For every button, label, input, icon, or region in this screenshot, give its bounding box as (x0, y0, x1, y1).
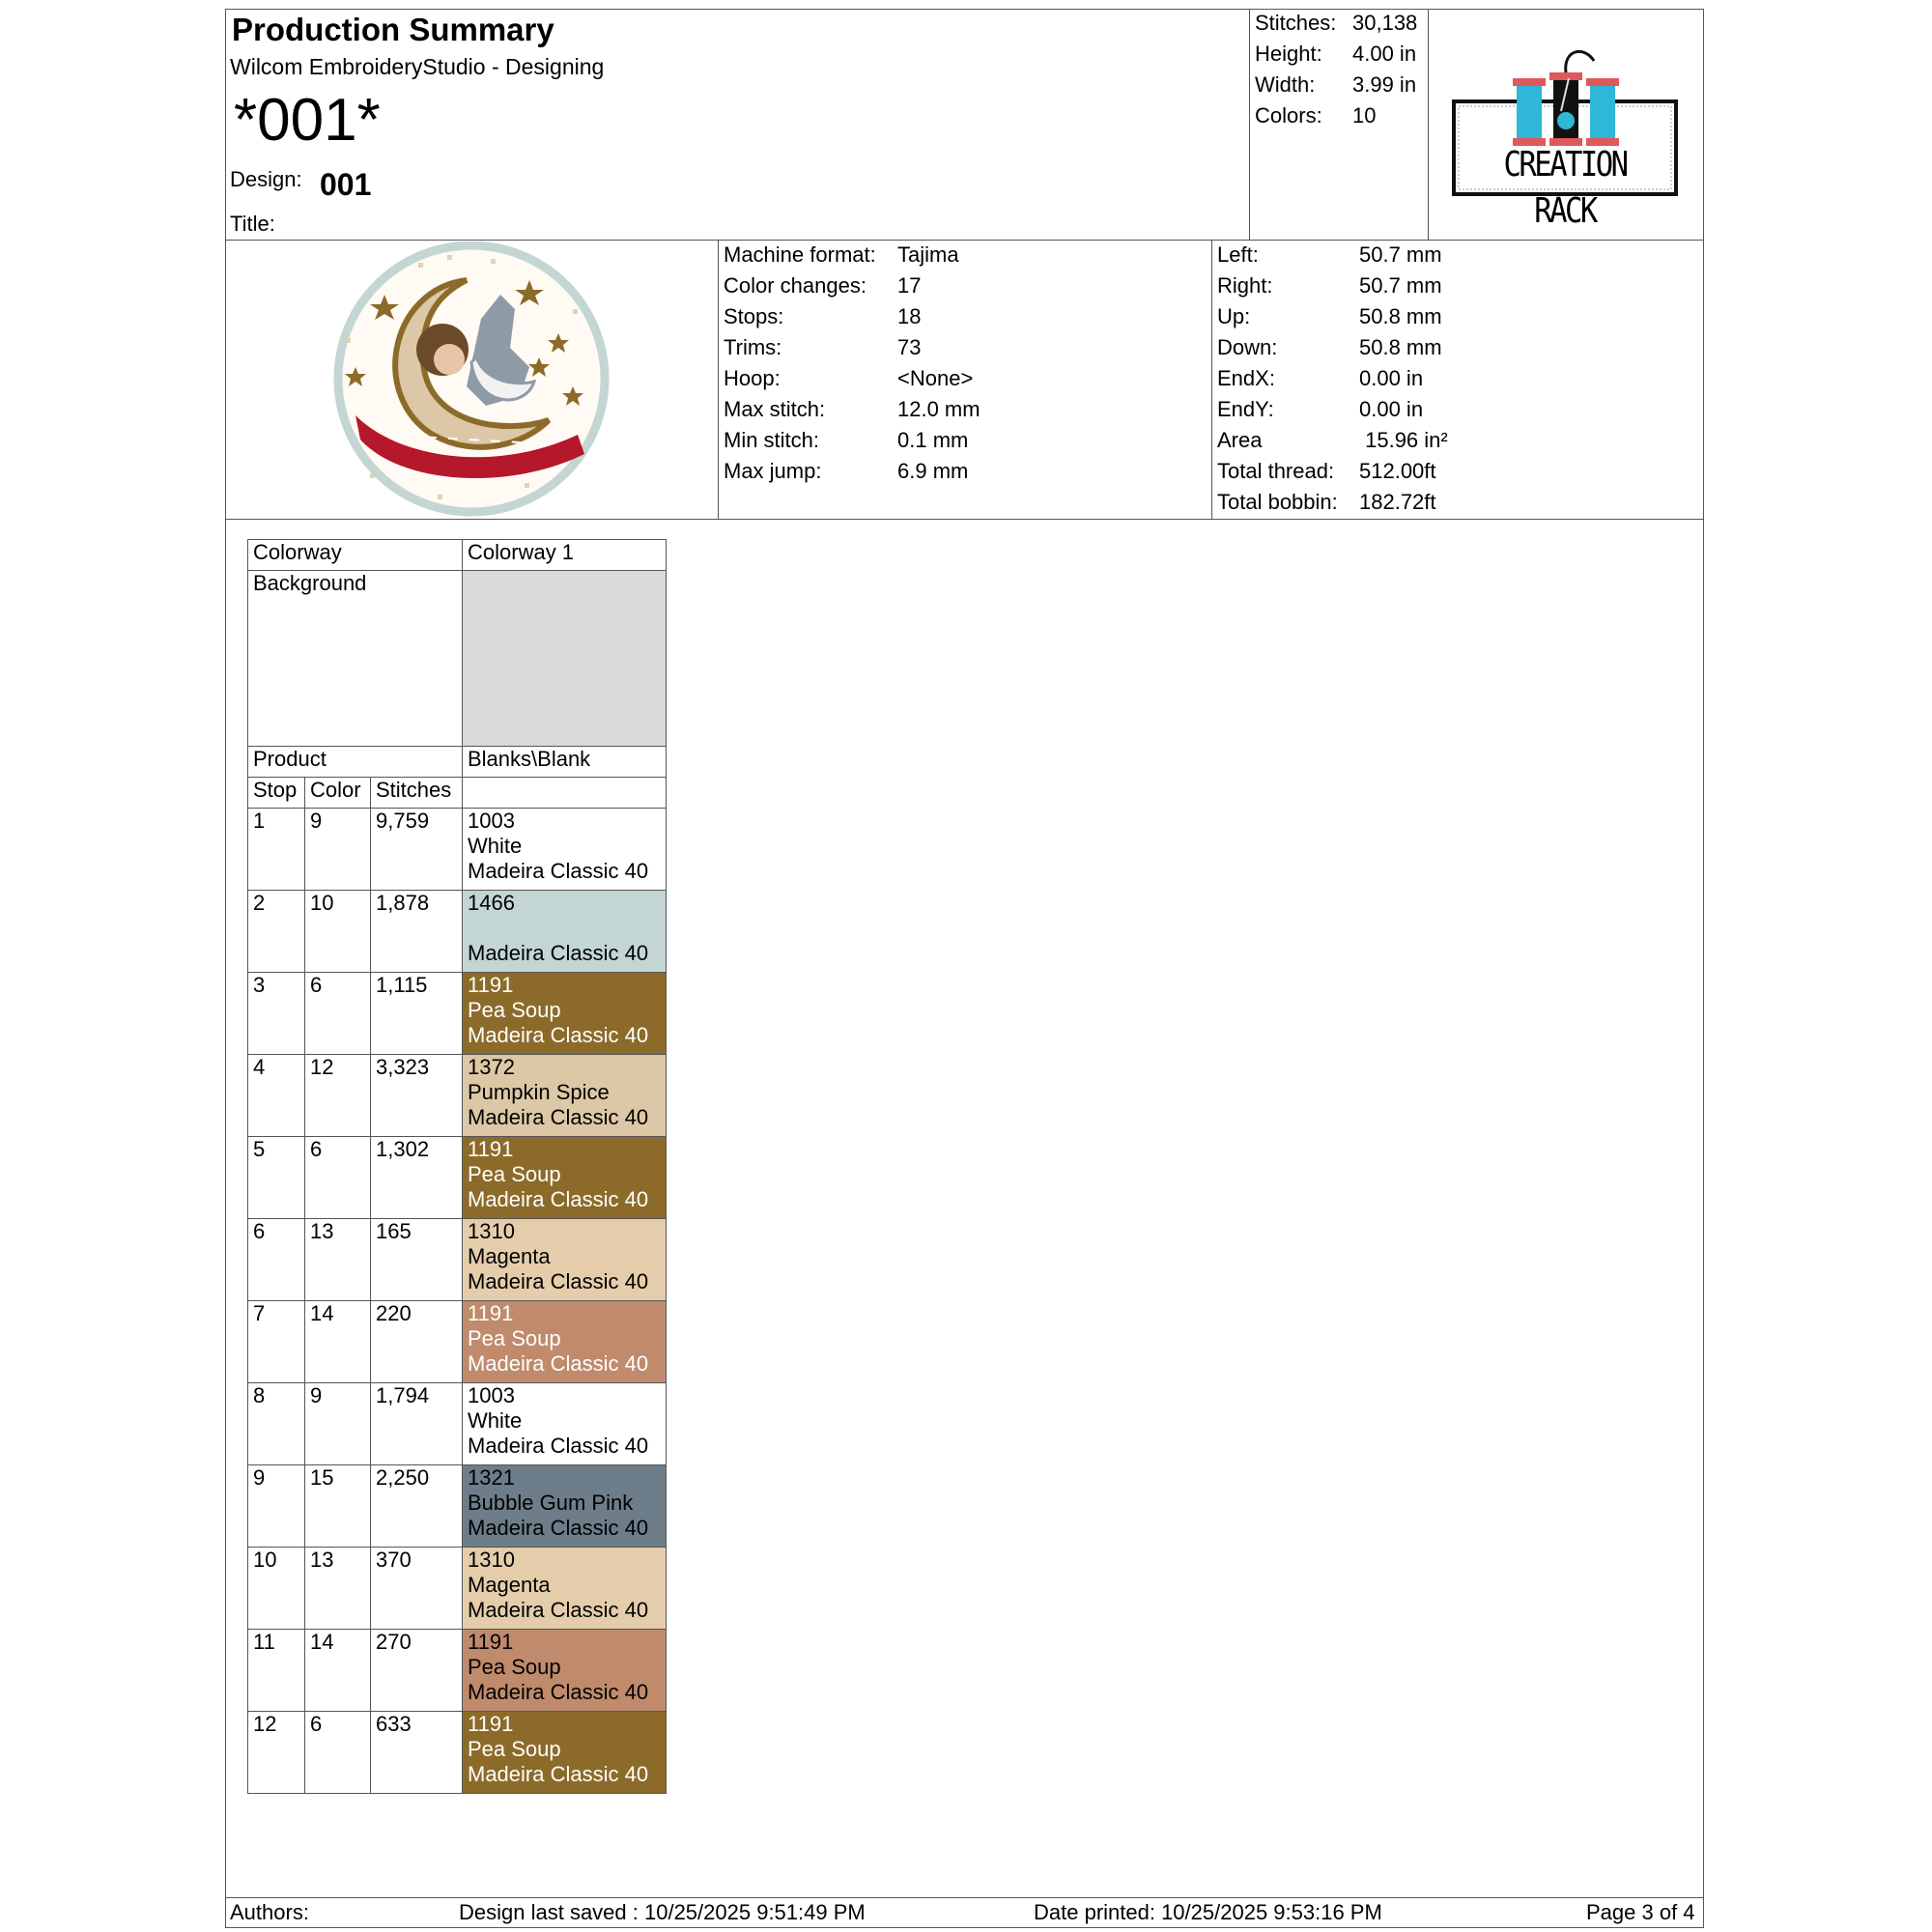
dimension-label: EndY: (1217, 397, 1274, 421)
dimension-value: 15.96 in² (1359, 428, 1448, 452)
dimension-label: Right: (1217, 273, 1273, 298)
stop-number: 6 (248, 1219, 305, 1301)
thread-code: 1466 (468, 891, 515, 915)
dimension-value: 50.7 mm (1359, 273, 1442, 298)
thread-brand: Madeira Classic 40 (468, 859, 649, 883)
machine-label: Max stitch: (724, 397, 826, 421)
stop-number: 5 (248, 1137, 305, 1219)
stop-row (248, 1630, 667, 1712)
title-label: Title: (230, 212, 275, 236)
info-divider (225, 519, 1704, 520)
summary-value: 3.99 in (1352, 72, 1417, 97)
machine-label: Hoop: (724, 366, 781, 390)
footer-authors: Authors: (230, 1900, 309, 1924)
colorway-table (247, 539, 667, 1794)
thread-brand: Madeira Classic 40 (468, 1680, 649, 1704)
thread-code: 1003 (468, 1383, 515, 1407)
dimension-label: Total bobbin: (1217, 490, 1338, 514)
thread-brand: Madeira Classic 40 (468, 1598, 649, 1622)
machine-value: 12.0 mm (897, 397, 980, 421)
software-name: Wilcom EmbroideryStudio - Designing (230, 54, 605, 79)
thread-swatch (463, 1137, 667, 1219)
stitch-count: 220 (371, 1301, 463, 1383)
stop-row (248, 891, 667, 973)
thread-brand: Madeira Classic 40 (468, 1269, 649, 1293)
color-number: 6 (305, 1712, 371, 1794)
summary-label: Stitches: (1255, 11, 1337, 35)
machine-divider (1211, 240, 1212, 519)
thread-swatch (463, 809, 667, 891)
thread-brand: Madeira Classic 40 (468, 1762, 649, 1786)
thread-code: 1321 (468, 1465, 515, 1490)
thread-name: Pumpkin Spice (468, 1080, 610, 1104)
thread-swatch (463, 1630, 667, 1712)
dimension-value: 0.00 in (1359, 366, 1424, 390)
dimension-label: Left: (1217, 242, 1259, 267)
thread-swatch (463, 973, 667, 1055)
machine-label: Machine format: (724, 242, 876, 267)
summary-value: 10 (1352, 103, 1377, 128)
page-title: Production Summary (232, 12, 554, 47)
design-preview (331, 242, 611, 517)
thread-swatch (463, 1301, 667, 1383)
dimension-value: 50.7 mm (1359, 242, 1442, 267)
stop-row (248, 1301, 667, 1383)
summary-value: 30,138 (1352, 11, 1418, 35)
stop-number: 11 (248, 1630, 305, 1712)
thread-name: White (468, 1408, 523, 1433)
design-value: 001 (320, 167, 372, 202)
stitch-count: 633 (371, 1712, 463, 1794)
embroidery-preview-image (331, 242, 611, 517)
dimension-value: 50.8 mm (1359, 335, 1442, 359)
stitch-count: 165 (371, 1219, 463, 1301)
stitch-count: 3,323 (371, 1055, 463, 1137)
summary-label: Height: (1255, 42, 1322, 66)
footer-divider (225, 1897, 1704, 1898)
dimension-label: Total thread: (1217, 459, 1335, 483)
thread-name: Magenta (468, 1244, 551, 1268)
thread-swatch (463, 891, 667, 973)
column-header-stop: Stop (248, 778, 305, 809)
thread-code: 1191 (468, 1712, 514, 1736)
stop-number: 12 (248, 1712, 305, 1794)
thread-name: Bubble Gum Pink (468, 1491, 634, 1515)
thread-brand: Madeira Classic 40 (468, 941, 649, 965)
color-number: 14 (305, 1301, 371, 1383)
product-value: Blanks\Blank (463, 747, 667, 778)
color-number: 6 (305, 973, 371, 1055)
stop-number: 10 (248, 1548, 305, 1630)
thread-name: Pea Soup (468, 1162, 561, 1186)
stop-row (248, 1548, 667, 1630)
thread-name: Pea Soup (468, 1737, 561, 1761)
stop-row (248, 809, 667, 891)
logo-text: CREATION RACK (1503, 145, 1627, 231)
thread-code: 1191 (468, 973, 514, 997)
color-number: 6 (305, 1137, 371, 1219)
dimension-value: 50.8 mm (1359, 304, 1442, 328)
stop-number: 7 (248, 1301, 305, 1383)
thread-brand: Madeira Classic 40 (468, 1187, 649, 1211)
column-header-stitches: Stitches (371, 778, 463, 809)
thread-brand: Madeira Classic 40 (468, 1105, 649, 1129)
stop-number: 8 (248, 1383, 305, 1465)
machine-value: 17 (897, 273, 922, 298)
summary-value: 4.00 in (1352, 42, 1417, 66)
thread-name: Pea Soup (468, 1326, 561, 1350)
stop-row (248, 1137, 667, 1219)
color-number: 9 (305, 1383, 371, 1465)
footer-last-saved: Design last saved : 10/25/2025 9:51:49 PM (459, 1900, 866, 1924)
color-number: 12 (305, 1055, 371, 1137)
thread-code: 1191 (468, 1630, 514, 1654)
thread-brand: Madeira Classic 40 (468, 1516, 649, 1540)
dimension-value: 182.72ft (1359, 490, 1436, 514)
stop-number: 2 (248, 891, 305, 973)
dimension-label: EndX: (1217, 366, 1275, 390)
footer-date-printed: Date printed: 10/25/2025 9:53:16 PM (1034, 1900, 1382, 1924)
stop-row (248, 1465, 667, 1548)
column-header-thread (463, 778, 667, 809)
machine-label: Color changes: (724, 273, 867, 298)
color-number: 9 (305, 809, 371, 891)
thread-code: 1191 (468, 1137, 514, 1161)
stitch-count: 1,302 (371, 1137, 463, 1219)
summary-divider (1249, 9, 1250, 240)
thread-name: White (468, 834, 523, 858)
preview-divider (718, 240, 719, 519)
thread-name: Pea Soup (468, 1655, 561, 1679)
stop-row (248, 1383, 667, 1465)
dimension-value: 512.00ft (1359, 459, 1436, 483)
color-number: 14 (305, 1630, 371, 1712)
thread-brand: Madeira Classic 40 (468, 1023, 649, 1047)
thread-name (468, 916, 666, 941)
stop-row (248, 973, 667, 1055)
color-number: 15 (305, 1465, 371, 1548)
stop-number: 9 (248, 1465, 305, 1548)
dimension-label: Down: (1217, 335, 1278, 359)
design-label: Design: (230, 167, 302, 191)
color-number: 13 (305, 1548, 371, 1630)
thread-swatch (463, 1712, 667, 1794)
thread-code: 1003 (468, 809, 515, 833)
machine-label: Stops: (724, 304, 784, 328)
dimension-value: 0.00 in (1359, 397, 1424, 421)
thread-code: 1310 (468, 1548, 515, 1572)
thread-code: 1310 (468, 1219, 515, 1243)
thread-swatch (463, 1055, 667, 1137)
stop-row (248, 1712, 667, 1794)
background-swatch (463, 571, 667, 747)
thread-code: 1191 (468, 1301, 514, 1325)
thread-name: Magenta (468, 1573, 551, 1597)
footer-page-number: Page 3 of 4 (1586, 1900, 1695, 1924)
thread-swatch (463, 1548, 667, 1630)
stitch-count: 2,250 (371, 1465, 463, 1548)
stitch-count: 270 (371, 1630, 463, 1712)
thread-swatch (463, 1219, 667, 1301)
machine-value: 6.9 mm (897, 459, 969, 483)
logo-divider (1428, 9, 1429, 240)
machine-label: Max jump: (724, 459, 822, 483)
stitch-count: 9,759 (371, 809, 463, 891)
stop-row (248, 1055, 667, 1137)
stop-number: 3 (248, 973, 305, 1055)
color-number: 13 (305, 1219, 371, 1301)
stitch-count: 370 (371, 1548, 463, 1630)
thread-name: Pea Soup (468, 998, 561, 1022)
machine-value: 73 (897, 335, 922, 359)
stop-number: 1 (248, 809, 305, 891)
stop-row (248, 1219, 667, 1301)
thread-brand: Madeira Classic 40 (468, 1434, 649, 1458)
machine-value: <None> (897, 366, 974, 390)
background-label: Background (248, 571, 463, 747)
colorway-label: Colorway (248, 540, 463, 571)
summary-label: Width: (1255, 72, 1316, 97)
column-header-color: Color (305, 778, 371, 809)
summary-label: Colors: (1255, 103, 1322, 128)
stop-number: 4 (248, 1055, 305, 1137)
header-divider (225, 240, 1704, 241)
machine-value: Tajima (897, 242, 959, 267)
thread-brand: Madeira Classic 40 (468, 1351, 649, 1376)
creation-rack-logo (1449, 43, 1681, 231)
product-label: Product (248, 747, 463, 778)
stitch-count: 1,878 (371, 891, 463, 973)
stitch-count: 1,794 (371, 1383, 463, 1465)
machine-label: Trims: (724, 335, 782, 359)
thread-swatch (463, 1465, 667, 1548)
machine-value: 18 (897, 304, 922, 328)
stitch-count: 1,115 (371, 973, 463, 1055)
design-code: *001* (234, 87, 381, 154)
dimension-label: Up: (1217, 304, 1251, 328)
thread-swatch (463, 1383, 667, 1465)
color-number: 10 (305, 891, 371, 973)
machine-value: 0.1 mm (897, 428, 969, 452)
machine-label: Min stitch: (724, 428, 820, 452)
colorway-value: Colorway 1 (463, 540, 667, 571)
dimension-label: Area (1217, 428, 1263, 452)
thread-code: 1372 (468, 1055, 515, 1079)
